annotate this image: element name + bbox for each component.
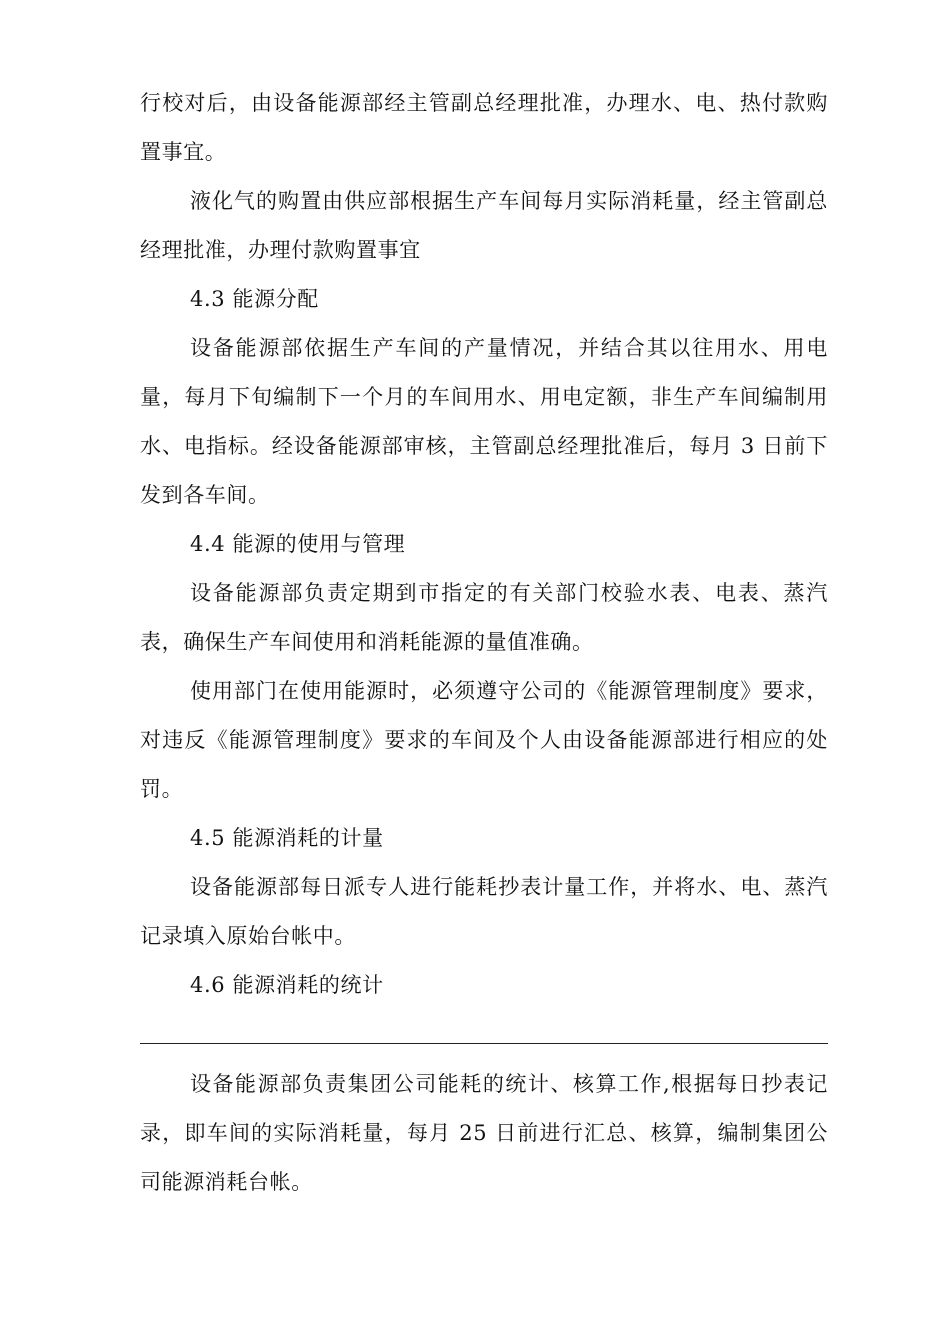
text-section-top bbox=[140, 79, 828, 1010]
section-heading-4-4: 4.4 能源的使用与管理 bbox=[190, 532, 406, 556]
section-heading-4-3: 4.3 能源分配 bbox=[190, 287, 319, 311]
paragraph-lpg-purchase: 液化气的购置由供应部根据生产车间每月实际消耗量，经主管副总经理批准，办理付款购置事宜 bbox=[140, 189, 828, 262]
page-divider bbox=[140, 1043, 828, 1044]
section-heading-4-5: 4.5 能源消耗的计量 bbox=[190, 826, 384, 850]
text-section-bottom bbox=[140, 1060, 828, 1207]
paragraph-energy-allocation: 设备能源部依据生产车间的产量情况，并结合其以往用水、用电量，每月下旬编制下一个月的车间用水、用电定额，非生产车间编制用水、电指标。经设备能源部审核，主管副总经理批准后，每月 3 日前下发到各车间。 bbox=[140, 336, 828, 507]
paragraph-metering: 设备能源部每日派专人进行能耗抄表计量工作，并将水、电、蒸汽记录填入原始台帐中。 bbox=[140, 875, 828, 948]
section-heading-4-6: 4.6 能源消耗的统计 bbox=[190, 973, 384, 997]
paragraph-meter-calibration: 设备能源部负责定期到市指定的有关部门校验水表、电表、蒸汽表，确保生产车间使用和消耗能源的量值准确。 bbox=[140, 581, 828, 654]
paragraph-statistics: 设备能源部负责集团公司能耗的统计、核算工作,根据每日抄表记录，即车间的实际消耗量，每月 25 日前进行汇总、核算，编制集团公司能源消耗台帐。 bbox=[140, 1072, 828, 1194]
paragraph-usage-rules: 使用部门在使用能源时，必须遵守公司的《能源管理制度》要求，对违反《能源管理制度》要求的车间及个人由设备能源部进行相应的处罚。 bbox=[140, 679, 828, 801]
paragraph-continuation: 行校对后，由设备能源部经主管副总经理批准，办理水、电、热付款购置事宜。 bbox=[140, 91, 828, 164]
